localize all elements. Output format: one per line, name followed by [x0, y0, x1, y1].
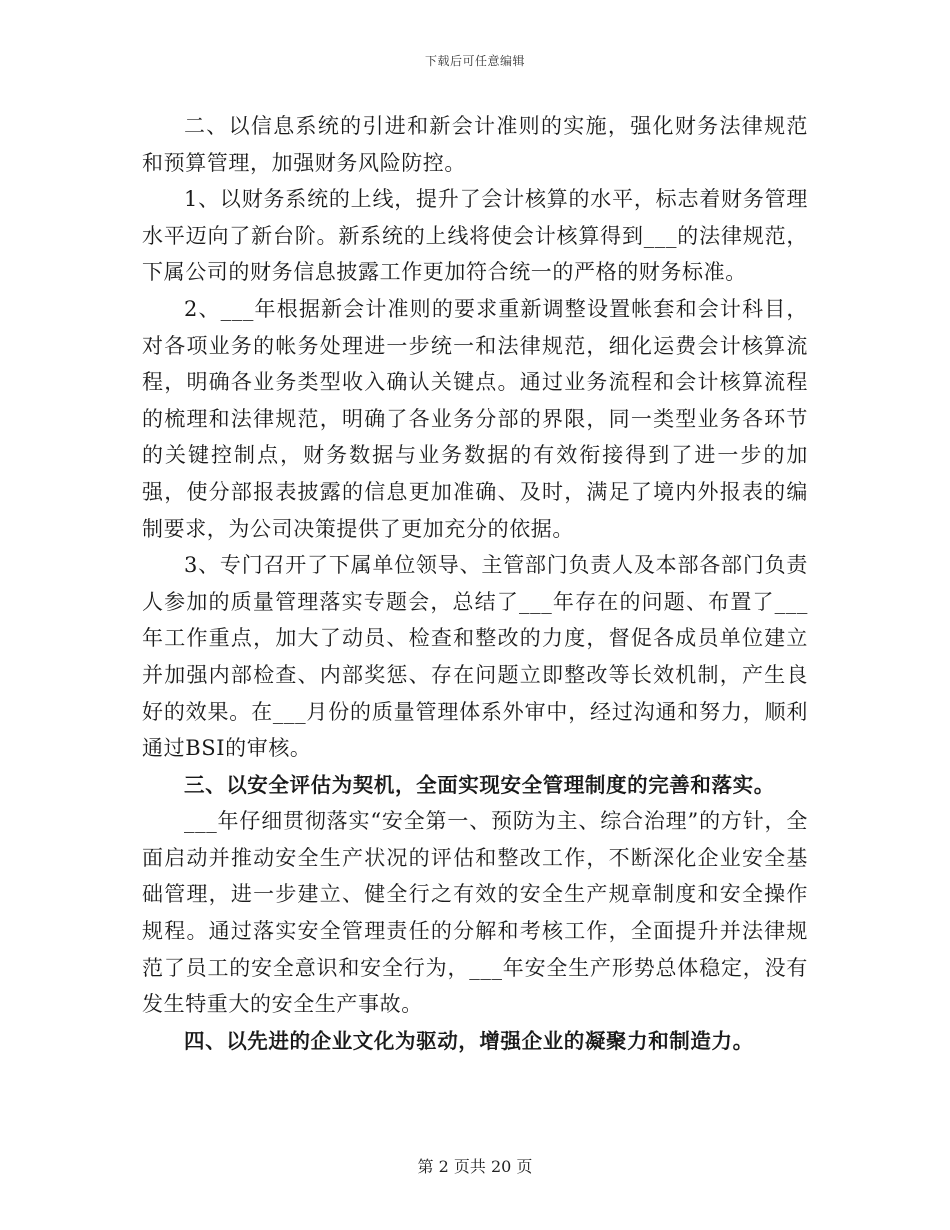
paragraph-safety: ___年仔细贯彻落实“安全第一、预防为主、综合治理”的方针，全面启动并推动安全生产状况的评估和整改工作，不断深化企业安全基础管理，进一步建立、健全行之有效的安全生产规章制度和安全操作规程。通过落实安全管理责任的分解和考核工作，全面提升并法律规范了员工的安全意识和安全行为，___年安全生产形势总体稳定，没有发生特重大的安全生产事故。 [142, 809, 808, 1017]
section-four-heading: 四、以先进的企业文化为驱动，增强企业的凝聚力和制造力。 [184, 1028, 754, 1053]
page-header-note: 下载后可任意编辑 [424, 54, 525, 68]
section-three-heading: 三、以安全评估为契机，全面实现安全管理制度的完善和落实。 [184, 772, 775, 797]
document-body [142, 108, 808, 1059]
paragraph-item-1: 1、以财务系统的上线，提升了会计核算的水平，标志着财务管理水平迈向了新台阶。新系统的上线将使会计核算得到___的法律规范，下属公司的财务信息披露工作更加符合统一的严格的财务标准。 [142, 187, 808, 285]
paragraph-item-3: 3、专门召开了下属单位领导、主管部门负责人及本部各部门负责人参加的质量管理落实专题会，总结了___年存在的问题、布置了___年工作重点，加大了动员、检查和整改的力度，督促各成员单位建立并加强内部检查、内部奖惩、存在问题立即整改等长效机制，产生良好的效果。在___月份的质量管理体系外审中，经过沟通和努力，顺利通过BSI的审核。 [142, 553, 808, 761]
paragraph-item-2: 2、___年根据新会计准则的要求重新调整设置帐套和会计科目，对各项业务的帐务处理进一步统一和法律规范，细化运费会计核算流程，明确各业务类型收入确认关键点。通过业务流程和会计核算流程的梳理和法律规范，明确了各业务分部的界限，同一类型业务各环节的关键控制点，财务数据与业务数据的有效衔接得到了进一步的加强，使分部报表披露的信息更加准确、及时，满足了境内外报表的编制要求，为公司决策提供了更加充分的依据。 [142, 296, 808, 541]
page-number: 第 2 页共 20 页 [417, 1157, 533, 1176]
section-two-heading: 二、以信息系统的引进和新会计准则的实施，强化财务法律规范和预算管理，加强财务风险防控。 [142, 114, 808, 175]
